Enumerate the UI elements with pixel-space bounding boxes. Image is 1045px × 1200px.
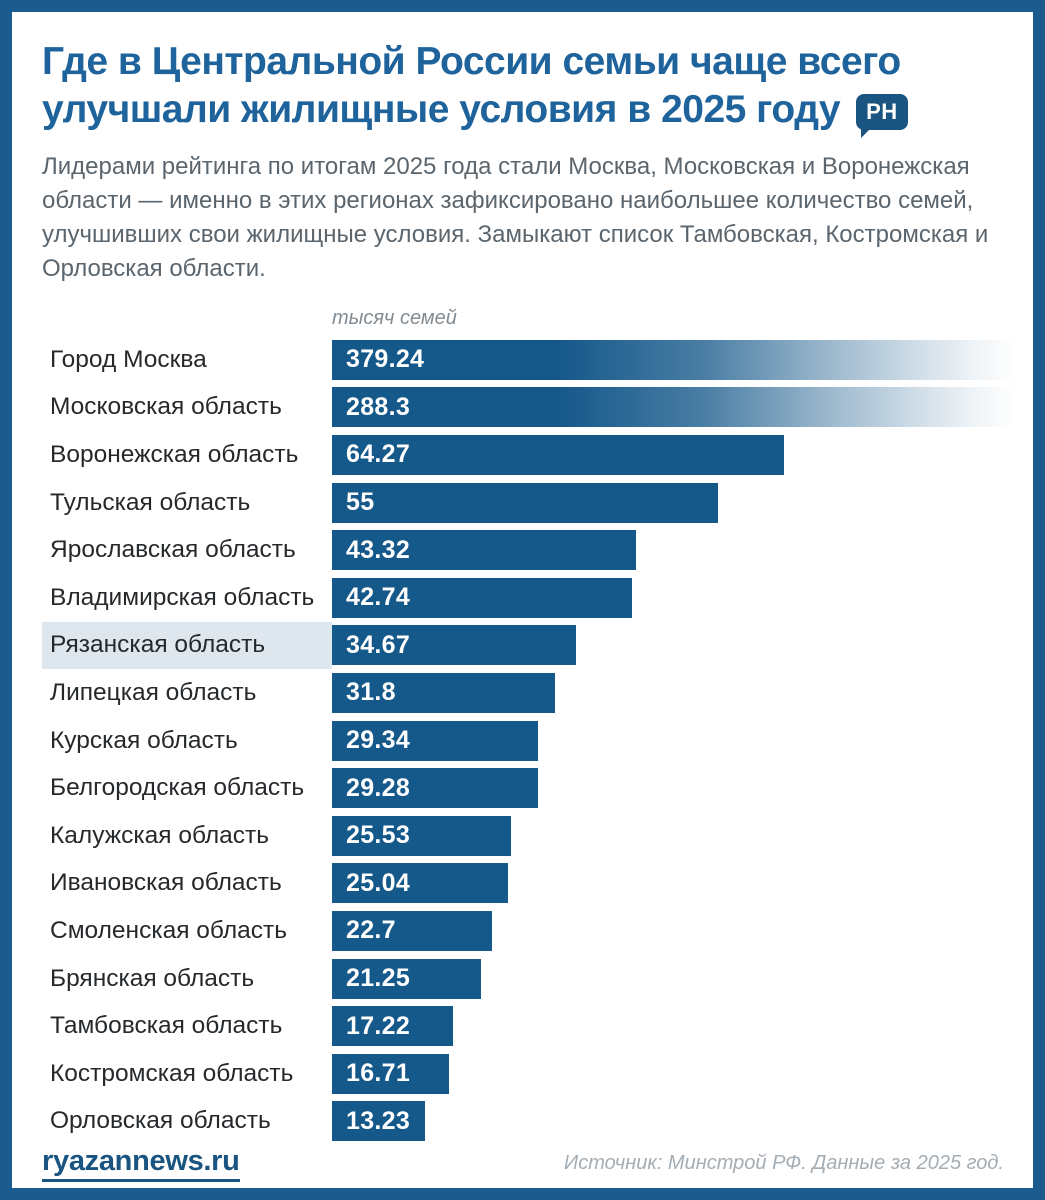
- bar-value: 17.22: [346, 1011, 411, 1040]
- bar-value: 55: [346, 488, 375, 517]
- chart-row: [42, 955, 1016, 1003]
- bar-track: [332, 578, 1016, 618]
- row-label: Смоленская область: [50, 916, 287, 944]
- row-label: Тамбовская область: [50, 1012, 283, 1040]
- bar: [332, 1006, 453, 1046]
- bar: [332, 625, 576, 665]
- bar: [332, 387, 1016, 427]
- chart-row: [42, 1050, 1016, 1098]
- page-title: [42, 38, 1016, 134]
- subtitle: Лидерами рейтинга по итогам 2025 года стали Москва, Московская и Воронежская области — именно в этих регионах зафиксировано наибольшее количество семей, улучшивших свои жилищные условия. Замыкают список Тамбовская, Костромская и Орловская области.: [42, 153, 989, 282]
- bar-track: [332, 673, 1016, 713]
- row-label: Тульская область: [50, 488, 251, 516]
- source-note: Источник: Минстрой РФ. Данные за 2025 год.: [563, 1152, 1004, 1175]
- row-label: Ярославская область: [50, 536, 296, 564]
- title-line-1: Где в Центральной России семьи чаще всего: [42, 40, 901, 83]
- axis-unit-row: [42, 300, 1016, 330]
- bar-track: [332, 1054, 1016, 1094]
- row-label: Калужская область: [50, 821, 270, 849]
- bar: [332, 863, 508, 903]
- bar: [332, 673, 555, 713]
- chart-row: [42, 717, 1016, 765]
- bar-value: 25.04: [346, 868, 411, 897]
- bar-track: [332, 816, 1016, 856]
- bar-track: [332, 483, 1016, 523]
- bar-track: [332, 721, 1016, 761]
- bar-track: [332, 863, 1016, 903]
- rn-speech-bubble-badge: РН: [856, 94, 908, 130]
- bar-track: [332, 340, 1016, 380]
- bar: [332, 768, 538, 808]
- bar-value: 31.8: [346, 678, 396, 707]
- bar: [332, 959, 481, 999]
- bar-value: 25.53: [346, 821, 411, 850]
- row-label: Костромская область: [50, 1059, 294, 1087]
- bar-value: 21.25: [346, 964, 411, 993]
- chart-rows: [42, 336, 1016, 1145]
- bar: [332, 578, 632, 618]
- row-label: Воронежская область: [50, 440, 299, 468]
- bar: [332, 721, 538, 761]
- bar-value: 13.23: [346, 1106, 411, 1135]
- title-line-2-wrap: [42, 86, 1016, 134]
- bar: [332, 435, 784, 475]
- axis-unit-label: тысяч семей: [332, 307, 457, 329]
- row-label: Орловская область: [50, 1107, 271, 1135]
- chart-row: [42, 574, 1016, 622]
- chart-row: [42, 1002, 1016, 1050]
- row-label: Московская область: [50, 393, 282, 421]
- row-label: Липецкая область: [50, 678, 257, 706]
- chart-row: [42, 526, 1016, 574]
- title-line-2: улучшали жилищные условия в 2025 году: [42, 88, 841, 131]
- bar-track: [332, 435, 1016, 475]
- bar-value: 22.7: [346, 916, 396, 945]
- chart-row: [42, 479, 1016, 527]
- site-link[interactable]: ryazannews.ru: [42, 1145, 240, 1182]
- bar-value: 16.71: [346, 1059, 411, 1088]
- chart-row: [42, 1098, 1016, 1146]
- chart-row: [42, 622, 1016, 670]
- row-label: Ивановская область: [50, 869, 282, 897]
- bar: [332, 530, 636, 570]
- bar-track: [332, 625, 1016, 665]
- row-label: Владимирская область: [50, 583, 315, 611]
- row-label: Брянская область: [50, 964, 255, 992]
- chart-row: [42, 336, 1016, 384]
- bar-value: 34.67: [346, 630, 411, 659]
- bar: [332, 911, 492, 951]
- bar-chart: [42, 300, 1016, 1145]
- chart-row: [42, 431, 1016, 479]
- bar: [332, 1101, 425, 1141]
- bar-track: [332, 959, 1016, 999]
- row-label: Курская область: [50, 726, 238, 754]
- chart-row: [42, 764, 1016, 812]
- chart-row: [42, 860, 1016, 908]
- bar: [332, 340, 1016, 380]
- bar-value: 379.24: [346, 345, 425, 374]
- row-label: Белгородская область: [50, 774, 305, 802]
- bar-track: [332, 1006, 1016, 1046]
- chart-row: [42, 812, 1016, 860]
- bar-track: [332, 530, 1016, 570]
- bar: [332, 483, 718, 523]
- bar-track: [332, 911, 1016, 951]
- bar-value: 42.74: [346, 583, 411, 612]
- bar-track: [332, 1101, 1016, 1141]
- chart-row: [42, 907, 1016, 955]
- bar-value: 43.32: [346, 535, 411, 564]
- bar-value: 64.27: [346, 440, 411, 469]
- row-label: Рязанская область: [42, 622, 332, 670]
- chart-row: [42, 384, 1016, 432]
- row-label: Город Москва: [50, 345, 207, 373]
- bar-value: 29.34: [346, 726, 411, 755]
- bar-value: 288.3: [346, 392, 411, 421]
- footer: [42, 1145, 1016, 1182]
- bar: [332, 1054, 449, 1094]
- bar-track: [332, 387, 1016, 427]
- chart-row: [42, 669, 1016, 717]
- bar: [332, 816, 511, 856]
- bar-track: [332, 768, 1016, 808]
- bar-value: 29.28: [346, 773, 411, 802]
